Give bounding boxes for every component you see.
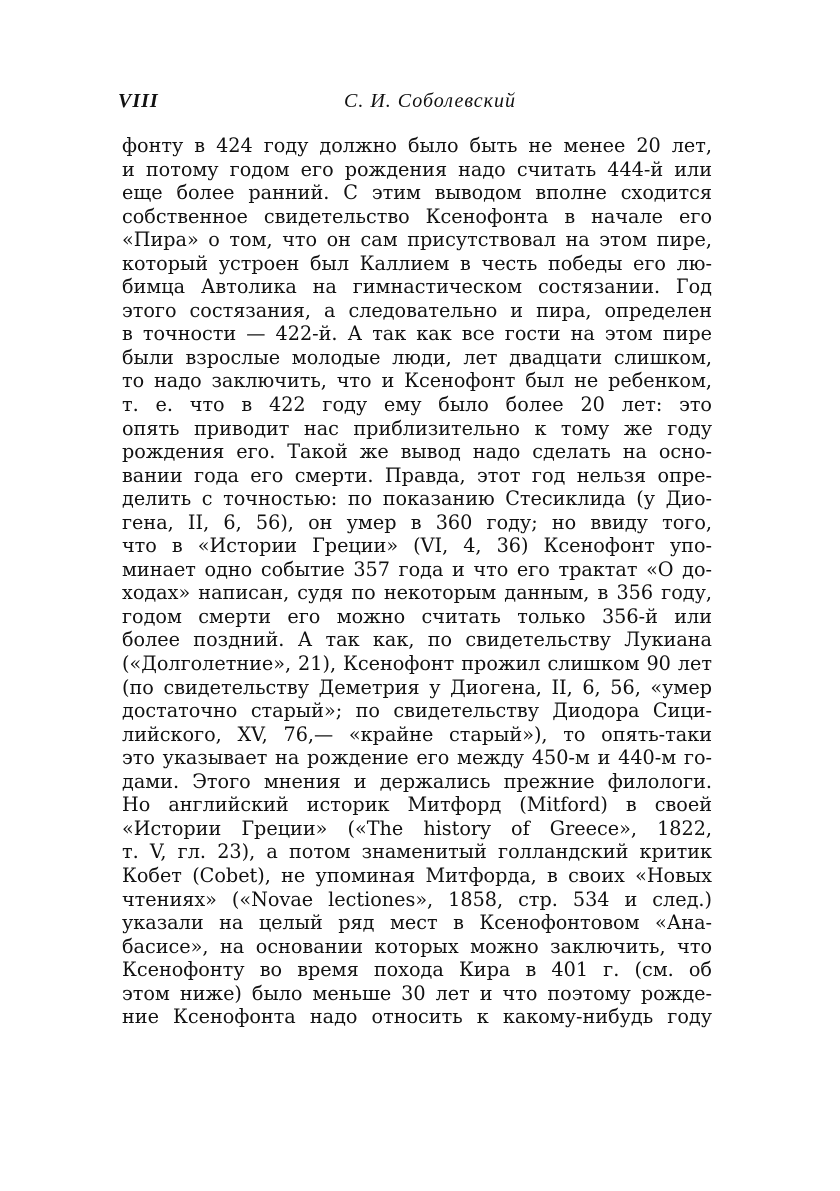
text-line: лийского, XV, 76,— «крайне старый»), то опять-таки [122,722,712,746]
text-line: («Долголетние», 21), Ксенофонт прожил слишком 90 лет [122,652,712,676]
text-line: «Пира» о том, что он сам присутствовал на этом пире, [122,228,712,252]
text-line: были взрослые молодые люди, лет двадцати слишком, [122,345,712,369]
text-line: этого состязания, а следовательно и пира, определен [122,298,712,322]
text-line: это указывает на рождение его между 450-м и 440-м го- [122,746,712,770]
text-line: вании года его смерти. Правда, этот год нельзя опре- [122,463,712,487]
text-line: и потому годом его рождения надо считать 444-й или [122,157,712,181]
text-line: еще более ранний. С этим выводом вполне сходится [122,181,712,205]
text-line: Ксенофонту во время похода Кира в 401 г. (см. об [122,958,712,982]
text-line: дами. Этого мнения и держались прежние филологи. [122,769,712,793]
text-line: Но английский историк Митфорд (Mitford) в своей [122,793,712,817]
text-line: ние Ксенофонта надо относить к какому-нибудь году [122,1005,712,1029]
text-line: рождения его. Такой же вывод надо сделать на осно- [122,440,712,464]
text-line: минает одно событие 357 года и что его трактат «О до- [122,557,712,581]
text-line: указали на целый ряд мест в Ксенофонтовом «Ана- [122,911,712,935]
text-line: Кобет (Cobet), не упоминая Митфорда, в своих «Новых [122,863,712,887]
text-line: т. V, гл. 23), а потом знаменитый голландский критик [122,840,712,864]
body-text [122,134,712,1029]
page-number: VIII [118,90,159,112]
text-line: чтениях» («Novae lectiones», 1858, стр. 534 и след.) [122,887,712,911]
text-line: этом ниже) было меньше 30 лет и что поэтому рожде- [122,981,712,1005]
text-line: что в «Истории Греции» (VI, 4, 36) Ксенофонт упо- [122,534,712,558]
text-line: то надо заключить, что и Ксенофонт был не ребенком, [122,369,712,393]
running-head: С. И. Соболевский [344,90,517,112]
text-line: гена, II, 6, 56), он умер в 360 году; но ввиду того, [122,510,712,534]
text-line: бимца Автолика на гимнастическом состязании. Год [122,275,712,299]
text-line: годом смерти его можно считать только 356-й или [122,604,712,628]
text-line: собственное свидетельство Ксенофонта в начале его [122,204,712,228]
text-line: фонту в 424 году должно было быть не менее 20 лет, [122,134,712,157]
text-line: (по свидетельству Деметрия у Диогена, II, 6, 56, «умер [122,675,712,699]
text-line: опять приводит нас приблизительно к тому же году [122,416,712,440]
text-line: «Истории Греции» («The history of Greece», 1822, [122,816,712,840]
page-header [118,90,718,120]
text-line: ходах» написан, судя по некоторым данным, в 356 году, [122,581,712,605]
text-line: басисе», на основании которых можно заключить, что [122,934,712,958]
text-line: более поздний. А так как, по свидетельству Лукиана [122,628,712,652]
text-line: который устроен был Каллием в честь победы его лю- [122,251,712,275]
text-line: достаточно старый»; по свидетельству Диодора Сици- [122,699,712,723]
text-line: т. е. что в 422 году ему было более 20 лет: это [122,393,712,417]
text-line: делить с точностью: по показанию Стесиклида (у Дио- [122,487,712,511]
text-line: в точности — 422-й. А так как все гости на этом пире [122,322,712,346]
